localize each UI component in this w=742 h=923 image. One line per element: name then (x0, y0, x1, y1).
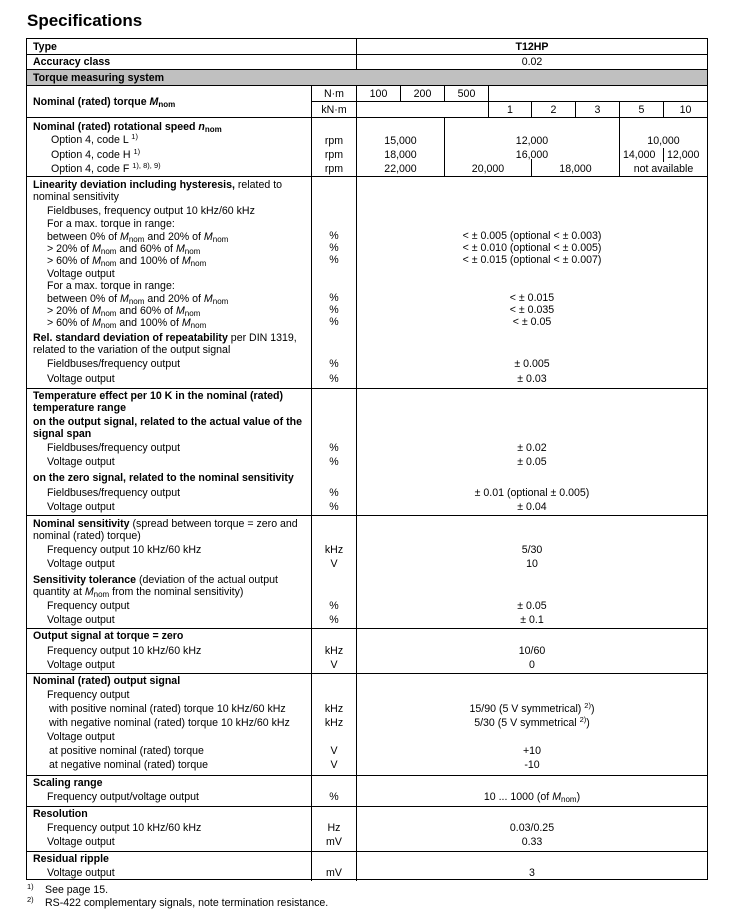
nominal-output-unit: kHz (324, 717, 344, 729)
type-value: T12HP (515, 41, 549, 53)
linearity-range-label: For a max. torque in range: (47, 280, 175, 292)
speed-unit: rpm (324, 135, 344, 147)
footnote: 2) (27, 895, 34, 904)
temperature-row-label: Voltage output (47, 501, 115, 513)
temperature-label-line2: temperature range (33, 402, 127, 414)
temperature-row-label: Fieldbuses/frequency output (47, 442, 181, 454)
temperature-value: ± 0.05 (517, 456, 547, 468)
linearity-label: Linearity deviation including hysteresis, related to (33, 179, 283, 191)
temperature-label: Temperature effect per 10 K in the nominal (rated) (33, 390, 283, 402)
scaling-unit: % (329, 791, 339, 803)
linearity-range: between 0% of $M_{nom}$ and 20% of $M_{nom}$ (47, 231, 229, 244)
unit-knm: kN·m (321, 104, 347, 116)
row-divider (27, 69, 707, 70)
zero-output-label: Output signal at torque = zero (33, 630, 184, 642)
speed-value: 16,000 (515, 149, 549, 161)
speed-value: 20,000 (471, 163, 505, 175)
temperature-unit: % (329, 487, 339, 499)
repeatability-label-line2: related to the variation of the output signal (33, 344, 231, 356)
speed-value: not available (633, 163, 694, 175)
speed-value: 18,000 (384, 149, 417, 161)
torque-value: 10 (679, 104, 692, 116)
linearity-unit: % (329, 304, 339, 316)
linearity-value: < ± 0.005 (optional < ± 0.003) (462, 230, 602, 242)
row-divider (27, 388, 707, 389)
temperature-unit: % (329, 442, 339, 454)
sensitivity-value: 10 (526, 558, 538, 570)
speed-value: 14,000 (623, 149, 656, 161)
linearity-range: > 20% of $M_{nom}$ and 60% of $M_{nom}$ (47, 243, 201, 256)
accuracy-label: Accuracy class (33, 56, 111, 68)
accuracy-value: 0.02 (521, 56, 543, 68)
sensitivity-unit: kHz (324, 544, 344, 556)
row-divider (27, 851, 707, 852)
tolerance-row-label: Voltage output (47, 614, 115, 626)
nominal-output-unit: V (330, 745, 338, 757)
torque-value: 100 (369, 88, 388, 100)
nominal-output-freq-label: Frequency output (47, 689, 130, 701)
temperature-value: ± 0.01 (optional ± 0.005) (474, 487, 590, 499)
row-divider (27, 515, 707, 516)
speed-value: 12,000 (667, 149, 700, 161)
torque-value: 3 (594, 104, 601, 116)
speed-option-f: Option 4, code F $^{1), 8), 9)}$ (51, 161, 161, 175)
sensitivity-label-line2: nominal (rated) torque) (33, 530, 141, 542)
linearity-range-label: For a max. torque in range: (47, 218, 175, 230)
repeatability-label: Rel. standard deviation of repeatability per DIN 1319, (33, 332, 297, 344)
repeatability-row-label: Fieldbuses/frequency output (47, 358, 181, 370)
temperature-unit: % (329, 501, 339, 513)
sensitivity-value: 5/30 (521, 544, 543, 556)
nominal-output-row-label: at negative nominal (rated) torque (49, 759, 208, 771)
temperature-row-label: Voltage output (47, 456, 115, 468)
zero-output-value: 10/60 (518, 645, 546, 657)
ripple-value: 3 (529, 867, 535, 879)
linearity-value: < ± 0.05 (512, 316, 552, 328)
nominal-output-unit: kHz (324, 703, 344, 715)
footnote: 1) (27, 882, 34, 891)
scaling-value: 10 ... 1000 (of $M_{nom}$) (483, 791, 581, 804)
speed-value: 18,000 (559, 163, 592, 175)
linearity-value: < ± 0.015 (optional < ± 0.007) (462, 254, 602, 266)
section-label: Torque measuring system (33, 72, 165, 84)
speed-label: Nominal (rated) rotational speed $n_{nom}$ (33, 121, 222, 134)
linearity-range: > 60% of $M_{nom}$ and 100% of $M_{nom}$ (47, 317, 207, 330)
speed-unit: rpm (324, 163, 344, 175)
temperature-output-label-line2: signal span (33, 428, 92, 440)
speed-value: 10,000 (647, 135, 680, 147)
specifications-table (26, 38, 708, 880)
nominal-output-value: -10 (524, 759, 540, 771)
zero-output-value: 0 (529, 659, 535, 671)
speed-unit: rpm (324, 149, 344, 161)
torque-value: 2 (550, 104, 557, 116)
linearity-range: between 0% of $M_{nom}$ and 20% of $M_{nom}$ (47, 293, 229, 306)
temperature-value: ± 0.02 (517, 442, 547, 454)
resolution-row-label: Frequency output 10 kHz/60 kHz (47, 822, 202, 834)
torque-value: 200 (413, 88, 432, 100)
row-divider (27, 806, 707, 807)
ripple-row-label: Voltage output (47, 867, 115, 879)
linearity-voltage-label: Voltage output (47, 268, 115, 280)
linearity-label-line2: nominal sensitivity (33, 191, 119, 203)
resolution-value: 0.03/0.25 (509, 822, 555, 834)
row-divider (27, 176, 707, 177)
linearity-unit: % (329, 292, 339, 304)
temperature-zero-label: on the zero signal, related to the nominal sensitivity (33, 472, 294, 484)
linearity-unit: % (329, 230, 339, 242)
nominal-output-unit: V (330, 759, 338, 771)
speed-option-l: Option 4, code L $^{1)}$ (51, 132, 138, 146)
speed-value: 22,000 (384, 163, 417, 175)
sensitivity-row-label: Voltage output (47, 558, 115, 570)
resolution-value: 0.33 (521, 836, 543, 848)
tolerance-unit: % (329, 600, 339, 612)
linearity-unit: % (329, 254, 339, 266)
sensitivity-row-label: Frequency output 10 kHz/60 kHz (47, 544, 202, 556)
footnote-text: RS-422 complementary signals, note termination resistance. (45, 897, 329, 909)
sensitivity-label: Nominal sensitivity (spread between torque = zero and (33, 518, 298, 530)
nominal-output-row-label: at positive nominal (rated) torque (49, 745, 204, 757)
repeatability-value: ± 0.03 (517, 373, 547, 385)
nominal-output-label: Nominal (rated) output signal (33, 675, 181, 687)
torque-value: 5 (638, 104, 645, 116)
linearity-unit: % (329, 242, 339, 254)
linearity-range: > 20% of $M_{nom}$ and 60% of $M_{nom}$ (47, 305, 201, 318)
linearity-fieldbus-label: Fieldbuses, frequency output 10 kHz/60 kHz (47, 205, 255, 217)
nominal-output-value: 5/30 (5 V symmetrical $^{2)}$) (474, 715, 590, 729)
nominal-output-row-label: with negative nominal (rated) torque 10 kHz/60 kHz (49, 717, 290, 729)
nominal-output-volt-label: Voltage output (47, 731, 115, 743)
unit-nm: N·m (323, 88, 344, 100)
row-divider (27, 117, 707, 118)
linearity-value: < ± 0.010 (optional < ± 0.005) (462, 242, 602, 254)
row-divider (27, 673, 707, 674)
nominal-output-value: 15/90 (5 V symmetrical) $^{2)}$) (469, 701, 595, 715)
tolerance-label: Sensitivity tolerance (deviation of the actual output (33, 574, 278, 586)
repeatability-unit: % (329, 373, 339, 385)
temperature-output-label: on the output signal, related to the actual value of the (33, 416, 302, 428)
page-title: Specifications (27, 11, 143, 30)
resolution-label: Resolution (33, 808, 88, 820)
tolerance-label-line2: quantity at $M_{nom}$ from the nominal sensitivity) (33, 586, 244, 599)
scaling-row-label: Frequency output/voltage output (47, 791, 199, 803)
footnote-text: See page 15. (45, 884, 109, 896)
temperature-unit: % (329, 456, 339, 468)
scaling-label: Scaling range (33, 777, 103, 789)
linearity-value: < ± 0.015 (509, 292, 555, 304)
linearity-value: < ± 0.035 (509, 304, 555, 316)
linearity-range: > 60% of $M_{nom}$ and 100% of $M_{nom}$ (47, 255, 207, 268)
row-divider (27, 775, 707, 776)
tolerance-value: ± 0.1 (520, 614, 544, 626)
tolerance-value: ± 0.05 (517, 600, 547, 612)
zero-output-row-label: Frequency output 10 kHz/60 kHz (47, 645, 202, 657)
ripple-unit: mV (326, 867, 342, 879)
sensitivity-unit: V (330, 558, 338, 570)
row-divider (27, 54, 707, 55)
torque-value: 1 (507, 104, 513, 116)
row-divider (311, 101, 707, 102)
repeatability-unit: % (329, 358, 339, 370)
zero-output-unit: kHz (324, 645, 344, 657)
nominal-output-row-label: with positive nominal (rated) torque 10 kHz/60 kHz (49, 703, 286, 715)
resolution-unit: Hz (327, 822, 341, 834)
torque-value: 500 (457, 88, 476, 100)
row-divider (27, 628, 707, 629)
repeatability-value: ± 0.005 (514, 358, 550, 370)
linearity-unit: % (329, 316, 339, 328)
resolution-row-label: Voltage output (47, 836, 115, 848)
speed-value: 15,000 (384, 135, 417, 147)
col-divider (663, 148, 664, 162)
zero-output-unit: V (330, 659, 338, 671)
temperature-value: ± 0.04 (517, 501, 547, 513)
speed-option-h: Option 4, code H $^{1)}$ (51, 147, 141, 161)
tolerance-unit: % (329, 614, 339, 626)
type-label: Type (33, 41, 57, 53)
temperature-row-label: Fieldbuses/frequency output (47, 487, 181, 499)
torque-label: Nominal (rated) torque $M_{nom}$ (33, 96, 176, 109)
speed-value: 12,000 (515, 135, 549, 147)
ripple-label: Residual ripple (33, 853, 109, 865)
tolerance-row-label: Frequency output (47, 600, 130, 612)
row-divider (27, 85, 707, 86)
zero-output-row-label: Voltage output (47, 659, 115, 671)
repeatability-row-label: Voltage output (47, 373, 115, 385)
resolution-unit: mV (326, 836, 342, 848)
nominal-output-value: +10 (523, 745, 541, 757)
